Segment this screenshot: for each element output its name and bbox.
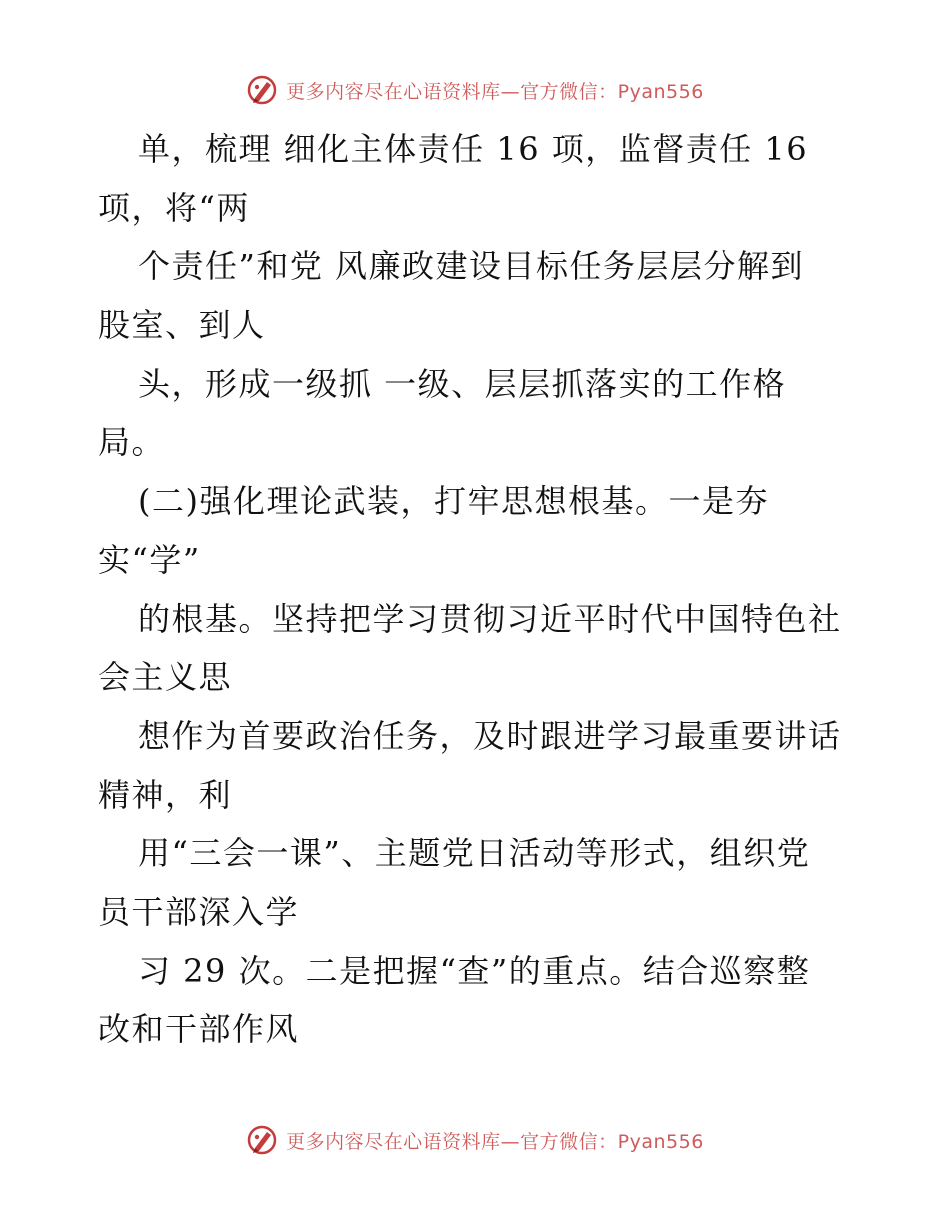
watermark-text: 更多内容尽在心语资料库—官方微信：Pyan556 (286, 80, 704, 103)
text-line: 单，梳理 细化主体责任 16 项，监督责任 16 (138, 130, 809, 168)
pen-logo-icon (246, 74, 278, 106)
text-line: 局。 (98, 423, 166, 462)
footer-watermark (0, 1120, 950, 1160)
pen-logo-icon (246, 1124, 278, 1156)
text-line: 头，形成一级抓 一级、层层抓落实的工作格 (138, 364, 787, 403)
text-line: 想作为首要政治任务，及时跟进学习最重要讲话 (138, 716, 842, 755)
document-body (98, 120, 858, 1059)
text-line: (二)强化理论武装，打牢思想根基。一是夯 (138, 482, 769, 521)
text-line: 实“学” (98, 540, 201, 579)
text-line: 用“三会一课”、主题党日活动等形式，组织党 (138, 834, 811, 873)
text-line: 员干部深入学 (98, 892, 300, 931)
text-line: 的根基。坚持把学习贯彻习近平时代中国特色社 (138, 599, 842, 638)
text-line: 精神，利 (98, 775, 233, 814)
text-line: 股室、到人 (98, 306, 266, 345)
watermark-text: 更多内容尽在心语资料库—官方微信：Pyan556 (286, 1130, 704, 1153)
text-line: 习 29 次。二是把握“查”的重点。结合巡察整 (138, 951, 811, 990)
header-watermark (0, 70, 950, 110)
text-line: 会主义思 (98, 658, 233, 697)
text-line: 项，将“两 (98, 188, 250, 227)
text-line: 改和干部作风 (98, 1010, 300, 1049)
text-line: 个责任”和党 风廉政建设目标任务层层分解到 (138, 247, 805, 286)
